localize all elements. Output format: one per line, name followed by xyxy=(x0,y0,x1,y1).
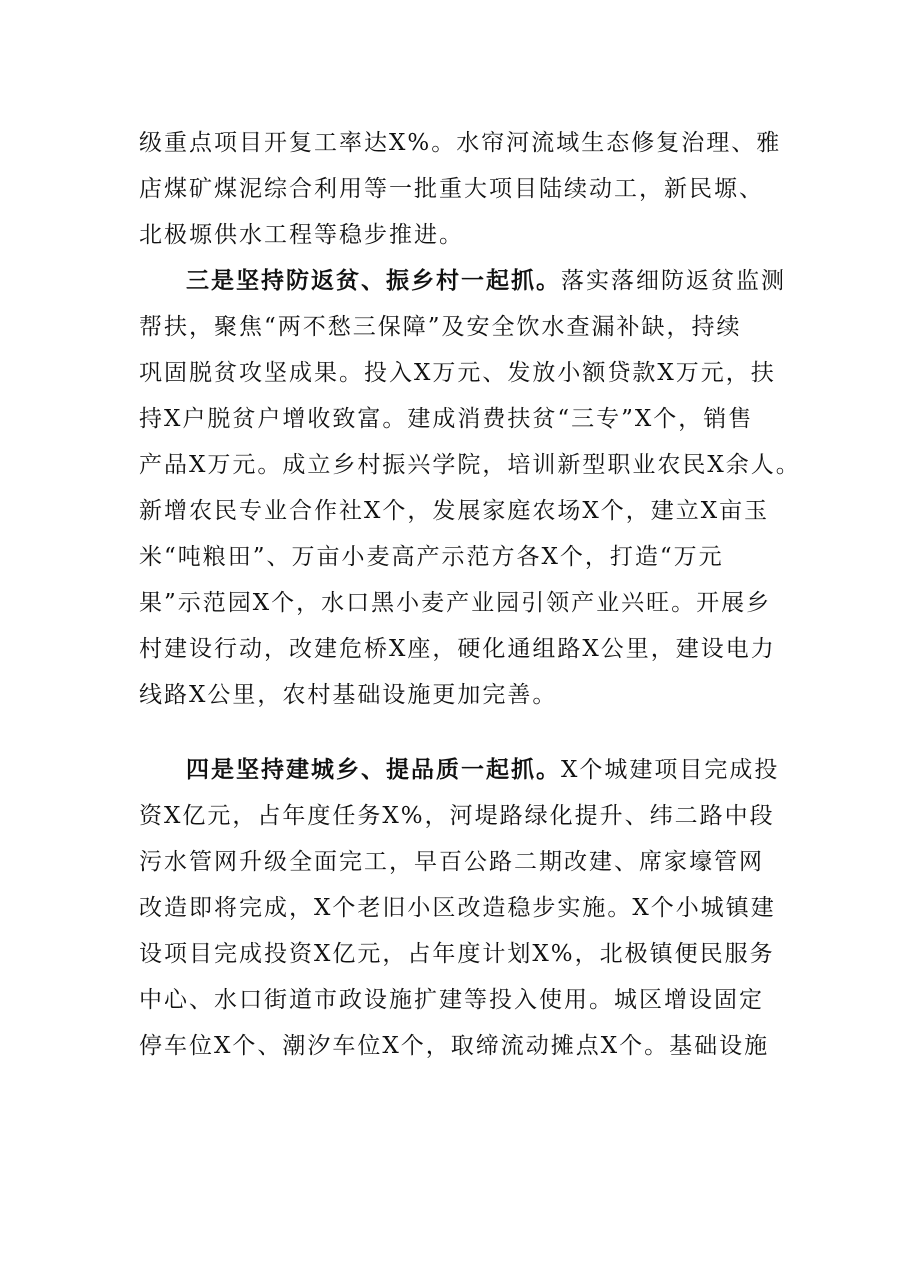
paragraph-line: 改造即将完成，X个老旧小区改造稳步实施。X个小城镇建 xyxy=(139,895,776,921)
paragraph-lead-heading: 三是坚持防返贫、振乡村一起抓。 xyxy=(186,267,561,294)
paragraph-2 xyxy=(139,258,799,718)
paragraph-line: 中心、水口街道市政设施扩建等投入使用。城区增设固定 xyxy=(139,987,764,1013)
paragraph-line: 线路X公里，农村基础设施更加完善。 xyxy=(139,682,558,708)
paragraph-line: 米“吨粮田”、万亩小麦高产示范方各X个，打造“万元 xyxy=(139,544,724,570)
paragraph-line: 设项目完成投资X亿元，占年度计划X%，北极镇便民服务 xyxy=(139,941,775,967)
paragraph-first-line xyxy=(139,258,799,304)
paragraph-line-text: 落实落细防返贫监测 xyxy=(561,268,786,294)
paragraph-line: 北极塬供水工程等稳步推进。 xyxy=(139,222,464,248)
paragraph-line: 果”示范园X个，水口黑小麦产业园引领产业兴旺。开展乡 xyxy=(139,590,772,616)
paragraph-line: 停车位X个、潮汐车位X个，取缔流动摊点X个。基础设施 xyxy=(139,1033,770,1059)
paragraph-3 xyxy=(139,747,799,1069)
paragraph-line-text: X个城建项目完成投 xyxy=(561,757,780,783)
paragraph-line: 帮扶，聚焦“两不愁三保障”及安全饮水查漏补缺，持续 xyxy=(139,314,742,340)
paragraph-line: 污水管网升级全面完工，早百公路二期改建、席家壕管网 xyxy=(139,849,764,875)
paragraph-line: 级重点项目开复工率达X%。水帘河流域生态修复治理、雅 xyxy=(139,130,782,156)
paragraph-1 xyxy=(139,120,799,258)
paragraph-line: 店煤矿煤泥综合利用等一批重大项目陆续动工，新民塬、 xyxy=(139,176,764,202)
paragraph-first-line xyxy=(139,747,799,793)
paragraph-line: 巩固脱贫攻坚成果。投入X万元、发放小额贷款X万元，扶 xyxy=(139,360,776,386)
paragraph-line: 持X户脱贫户增收致富。建成消费扶贫“三专”X个，销售 xyxy=(139,406,754,432)
paragraph-line: 新增农民专业合作社X个，发展家庭农场X个，建立X亩玉 xyxy=(139,498,770,524)
paragraph-line: 产品X万元。成立乡村振兴学院，培训新型职业农民X余人。 xyxy=(139,452,801,478)
paragraph-line: 村建设行动，改建危桥X座，硬化通组路X公里，建设电力 xyxy=(139,636,776,662)
paragraph-lead-heading: 四是坚持建城乡、提品质一起抓。 xyxy=(186,756,561,783)
paragraph-line: 资X亿元，占年度任务X%，河堤路绿化提升、纬二路中段 xyxy=(139,803,775,829)
